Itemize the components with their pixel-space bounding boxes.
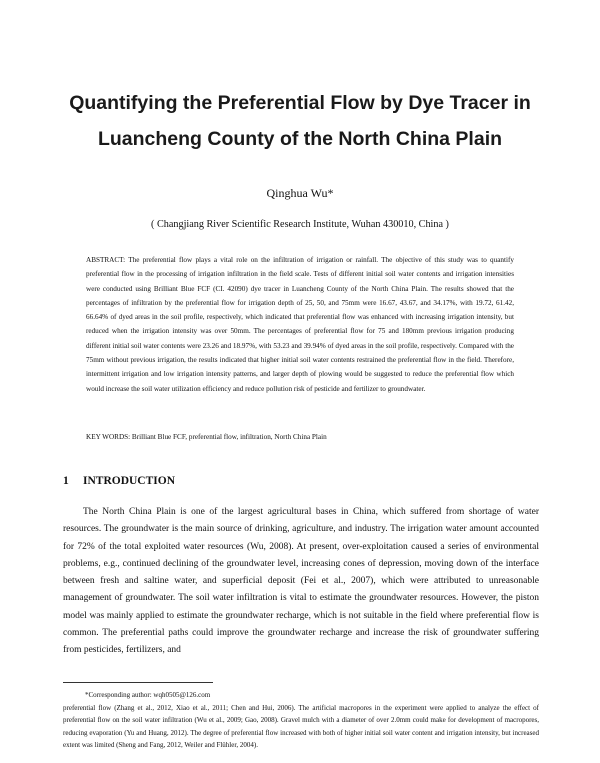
introduction-paragraph: The North China Plain is one of the largest agricultural bases in China, which suffered from shortage of water resources. The groundwater is the main source of drinking, agriculture, and industry. The irrigation water amount accounted for 72% of the total exploited water resources (Wu, 2008). At present, over-exploitation caused a series of environmental problems, e.g., continued declining of the groundwater level, increasing cones of depression, moving down of the interface between fresh and saltine water, and superficial deposit (Fei et al., 2007), which were attributed to unreasonable management of groundwater. The soil water infiltration is vital to estimate the groundwater resources. However, the piston model was mainly applied to estimate the groundwater recharge, which is not suitable in the field where preferential flow is common. The preferential paths could improve the groundwater recharge and increase the risk of groundwater suffering from pesticides, fertilizers, and [63, 507, 539, 656]
keywords: KEY WORDS: Brilliant Blue FCF, preferential flow, infiltration, North China Plain [86, 433, 327, 441]
paper-title-line-1: Quantifying the Preferential Flow by Dye Tracer in [69, 92, 531, 114]
paper-title-line-2: Luancheng County of the North China Plain [97, 128, 503, 150]
footnotes [63, 689, 539, 752]
corresponding-author-footnote: *Corresponding author: wqh0505@126.com [85, 691, 211, 699]
section-title: INTRODUCTION [83, 475, 176, 487]
author-affiliation: ( Changjiang River Scientific Research Institute, Wuhan 430010, China ) [151, 219, 449, 230]
footnote-divider [63, 682, 213, 683]
author-name: Qinghua Wu* [266, 186, 334, 200]
section-heading-introduction [63, 475, 175, 487]
section-number: 1 [63, 475, 69, 487]
footnote-continuation: preferential flow (Zhang et al., 2012, Xiao et al., 2011; Chen and Hui, 2006). The artificial macropores in the experiment were applied to analyze the effect of preferential flow on the soil water infiltration (Wu et al., 2009; Gao, 2008). Gravel mulch with a diameter of over 2.0mm could make for development of macropores, reducing evaporation (Yu and Huang, 2012). The degree of preferential flow increased with both of higher initial soil water content and irrigation intensity, but increased extent was limited (Sheng and Fang, 2012, Weiler and Flühler, 2004). [63, 703, 539, 750]
abstract: ABSTRACT: The preferential flow plays a vital role on the infiltration of irrigation or rainfall. The objective of this study was to quantify preferential flow in the processing of irrigation infiltration in the field scale. Tests of different initial soil water contents and irrigation intensities were conducted using Brilliant Blue FCF (CI. 42090) dye tracer in Luancheng County of the North China Plain. The results showed that the percentages of infiltration by the preferential flow for irrigation depth of 25, 50, and 75mm were 16.67, 43.67, and 34.17%, with 19.72, 61.42, 66.64% of dyed areas in the soil profile, respectively, which indicated that preferential flow was enhanced with increasing irrigation intensity, but reduced when the irrigation intensity was over 50mm. The percentages of preferential flow for 75 and 180mm previous irrigation producing different initial soil water contents were 23.26 and 18.97%, with 53.23 and 39.94% of dyed areas in the soil profile, respectively. Compared with the 75mm without previous irrigation, the results indicated that higher initial soil water contents restrained the preferential flow in the field. Therefore, intermittent irrigation and low irrigation intensity patterns, and larger depth of plowing would be suggested to reduce the preferential flow which would increase the soil water utilization efficiency and reduce pollution risk of pesticide and fertilizer to groundwater. [86, 256, 514, 393]
